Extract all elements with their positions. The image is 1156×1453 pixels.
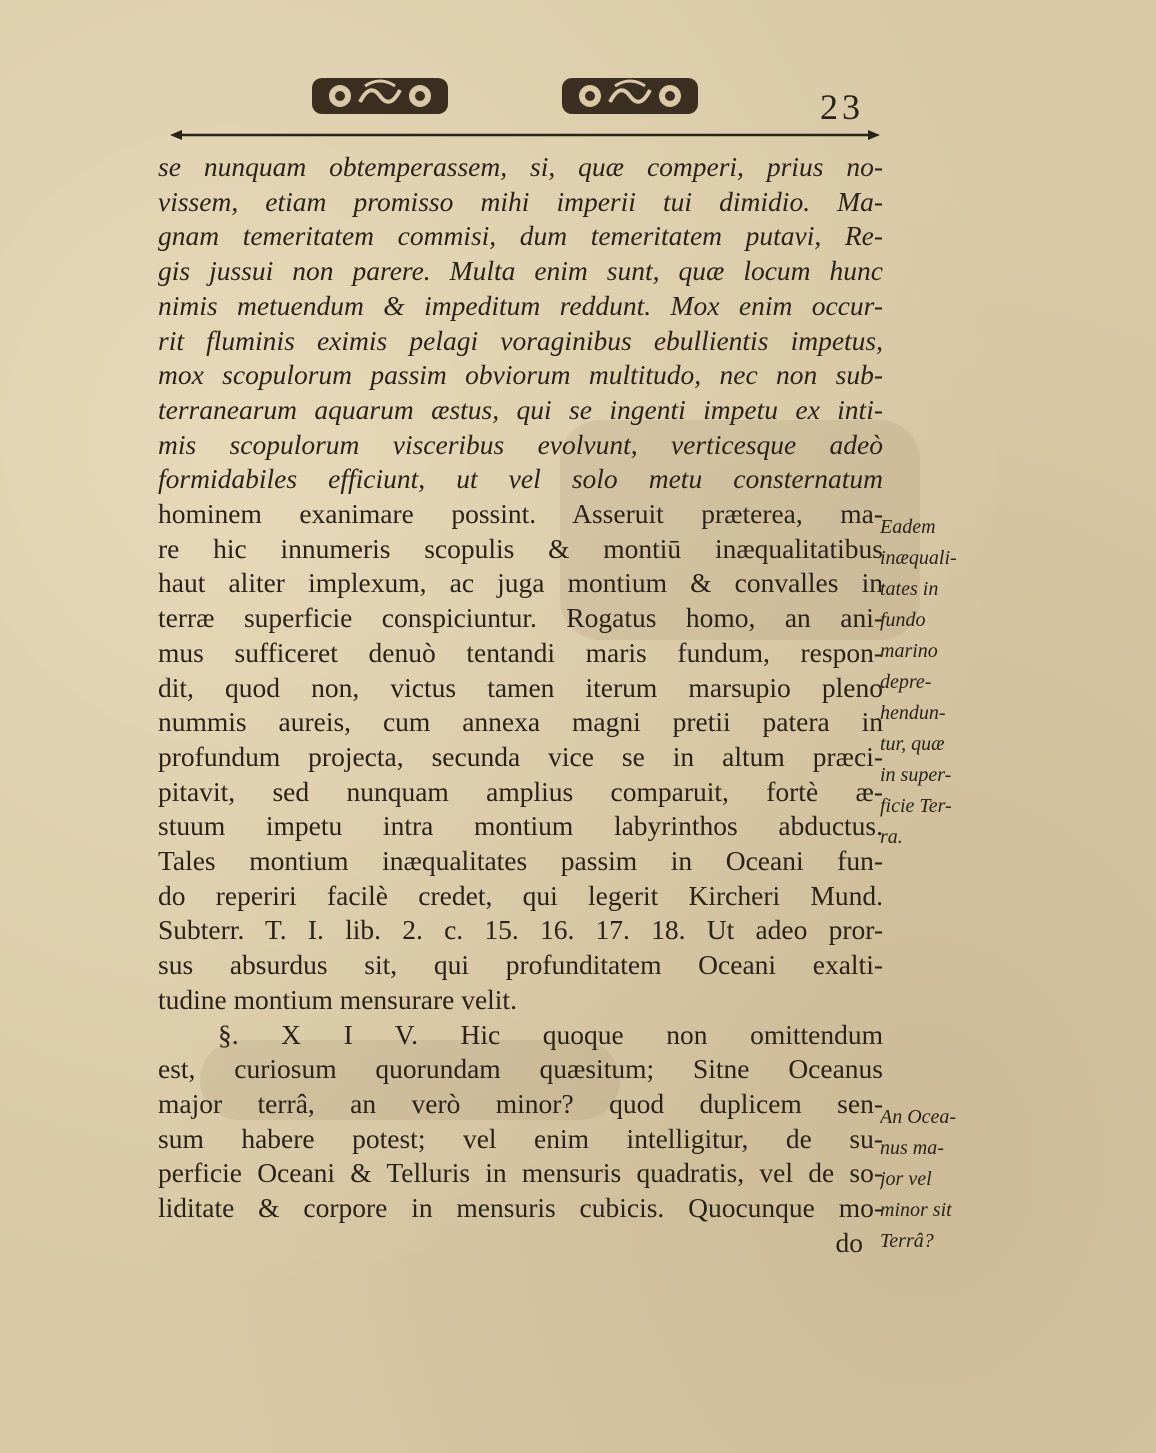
text-line: nimis metuendum & impeditum reddunt. Mox enim occur- [158,289,883,321]
text-line: pitavit, sed nunquam amplius comparuit, fortè æ- [158,775,883,807]
floral-ornament-icon [560,72,700,120]
text-line: stuum impetu intra montium labyrinthos abductus. [158,810,883,842]
margin-note-line: An Ocea- [880,1106,957,1128]
text-line: re hic innumeris scopulis & montiū inæqualitatibus [158,532,883,564]
text-line: mus sufficeret denuò tentandi maris fundum, respon- [158,636,883,668]
margin-note-line: minor sit [880,1199,952,1221]
margin-note [880,512,1020,853]
text-line: formidabiles efficiunt, ut vel solo metu consternatum [158,463,883,495]
text-line: vissem, etiam promisso mihi imperii tui dimidio. Ma- [158,185,883,217]
header-rule [170,128,880,142]
text-line: terranearum aquarum æstus, qui se ingenti impetu ex inti- [158,393,883,425]
text-line: rit fluminis eximis pelagi voraginibus ebullientis impetus, [158,324,883,356]
margin-note-line: hendun- [880,702,946,724]
margin-note-line: nus ma- [880,1137,944,1159]
text-line: hominem exanimare possint. Asseruit præterea, ma- [158,498,883,530]
margin-note-line: fundo [880,609,926,631]
text-line: nummis aureis, cum annexa magni pretii patera in [158,706,883,738]
text-line: major terrâ, an verò minor? quod duplicem sen- [158,1087,883,1119]
text-line: gnam temeritatem commisi, dum temeritatem putavi, Re- [158,220,883,252]
text-line: tudine montium mensurare velit. [158,983,517,1015]
text-line: gis jussui non parere. Multa enim sunt, quæ locum hunc [158,255,883,287]
margin-note-line: Eadem [880,516,936,538]
text-line: dit, quod non, victus tamen iterum marsupio pleno [158,671,883,703]
text-line: liditate & corpore in mensuris cubicis. Quocunque mo- [158,1192,883,1224]
text-line: do reperiri facilè credet, qui legerit Kircheri Mund. [158,879,883,911]
text-line: haut aliter implexum, ac juga montium & convalles in [158,567,883,599]
text-line: Tales montium inæqualitates passim in Oceani fun- [158,845,883,877]
text-line: Subterr. T. I. lib. 2. c. 15. 16. 17. 18. Ut adeo pror- [158,914,883,946]
margin-note-line: Terrâ? [880,1230,934,1252]
page-number: 23 [820,87,864,127]
text-line: se nunquam obtemperassem, si, quæ comperi, prius no- [158,151,883,182]
margin-note-line: depre- [880,671,932,693]
text-line: profundum projecta, secunda vice se in altum præci- [158,740,883,772]
margin-note-line: marino [880,640,938,662]
margin-note-line: tur, quæ [880,733,945,755]
catchword: do [835,1226,863,1258]
text-line: mis scopulorum visceribus evolvunt, verticesque adeò [158,428,883,460]
text-line: sum habere potest; vel enim intelligitur, de su- [158,1122,883,1154]
main-text-block [158,150,883,1261]
margin-note-line: in super- [880,764,952,786]
text-line: mox scopulorum passim obviorum multitudo, nec non sub- [158,359,883,391]
text-line: est, curiosum quorundam quæsitum; Sitne Oceanus [158,1053,883,1085]
margin-note-line: ficie Ter- [880,795,952,817]
margin-note [880,1102,1020,1257]
text-line: perficie Oceani & Telluris in mensuris quadratis, vel de so- [158,1157,883,1189]
text-line: §. X I V. Hic quoque non omittendum [218,1018,883,1050]
margin-note-line: inæquali- [880,547,957,569]
page-header [160,60,880,150]
floral-ornament-icon [310,72,450,120]
margin-note-line: ra. [880,826,903,848]
margin-note-line: tates in [880,578,939,600]
margin-note-line: jor vel [880,1168,932,1190]
text-line: terræ superficie conspiciuntur. Rogatus homo, an ani- [158,602,883,634]
text-line: sus absurdus sit, qui profunditatem Oceani exalti- [158,949,883,981]
